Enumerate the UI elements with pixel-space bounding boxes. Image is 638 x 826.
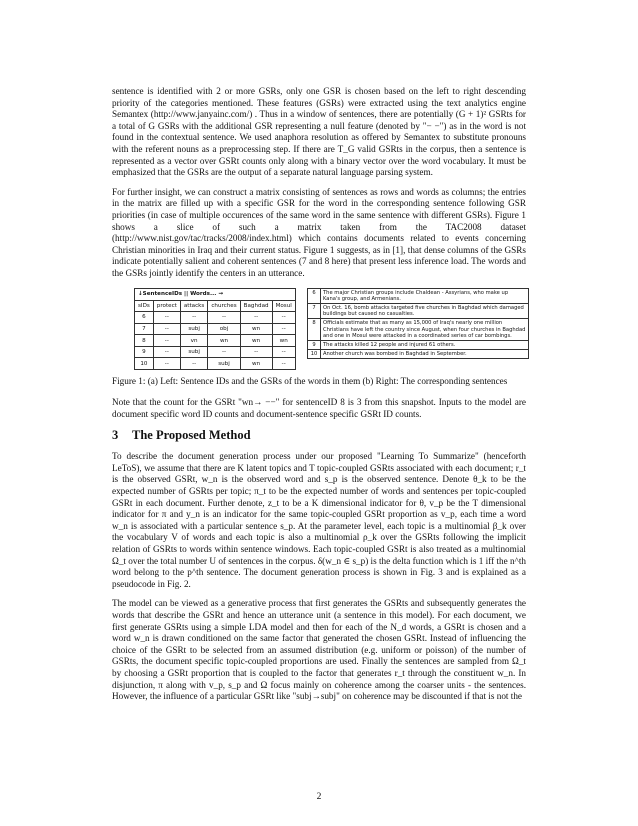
table-cell: -- [240,312,272,324]
table-cell: 10 [135,358,154,370]
table-cell: -- [272,323,295,335]
table-row [135,346,296,358]
section-heading [112,428,526,443]
page-body [112,86,526,711]
table-cell: -- [272,358,295,370]
table-row [308,350,529,359]
table-cell: vn [180,335,207,347]
column-header: Mosul [272,300,295,312]
gsr-table-column-row [135,300,296,312]
paragraph-generative-view: The model can be viewed as a generative process that first generates the GSRts and subsequently generates the words that describe the GSRt and hence an utterance unit (a sentence in this model). For each document, we first generate GSRts using a simple LDA model and then for each of the N_d words, a GSRt is chosen and a word w_n is drawn conditioned on the same factor that generated the chosen GSRt. Instead of influencing the choice of the GSRt to be selected from an assumed distribution (e.g. uniform or poisson) of the number of GSRts, the document specific topic-coupled proportions are used. Finally the sentences are sampled from Ω_t by choosing a GSRt proportion that is coupled to the factor that generates r_t through the constituent w_n. In disjunction, π along with v_p, s_p and Ω focus mainly on coherence among the coarser units - the sentences. However, the influence of a particular GSRt like "subj→subj" on coherence may be discounted if that is not the [112,598,526,702]
table-cell: subj [180,323,207,335]
table-row [308,340,529,349]
gsr-matrix-table [134,288,296,371]
sentence-id: 8 [308,319,321,341]
table-row [135,358,296,370]
table-cell: -- [153,335,180,347]
table-cell: 7 [135,323,154,335]
paragraph-matrix: For further insight, we can construct a matrix consisting of sentences as rows and words as columns; the entries in the matrix are filled up with a specific GSR for the word in the corresponding sentence following GSR priorities (in case of multiple occurences of the same word in the same sentence with different GSRs). Figure 1 shows a slice of such a matrix taken from the TAC2008 dataset (http://www.nist.gov/tac/tracks/2008/index.html) which contains documents related to events concerning Christian minorities in Iraq and their current status. Figure 1 suggests, as in [1], that dense columns of the GSRs indicate potentially salient and coherent sentences (7 and 8 here) that present less inference load. The words and the GSRs jointly identify the centers in an utterance. [112,186,526,278]
table-cell: -- [153,323,180,335]
column-header: sIDs [135,300,154,312]
table-cell: obj [208,323,240,335]
sentence-id: 7 [308,303,321,318]
sentence-id: 6 [308,288,321,303]
table-row [308,288,529,303]
table-row [308,303,529,318]
table-cell: -- [240,346,272,358]
table-cell: wn [240,335,272,347]
paragraph-gsrt-count: Note that the count for the GSRt "wn→ −−" for sentenceID 8 is 3 from this snapshot. Inputs to the model are document specific word ID counts and document-sentence specific GSRt ID counts. [112,397,526,419]
table-cell: 9 [135,346,154,358]
section-title: The Proposed Method [132,428,251,443]
column-header: churches [208,300,240,312]
column-header: attacks [180,300,207,312]
column-header: protect [153,300,180,312]
table-cell: wn [208,335,240,347]
table-cell: -- [180,312,207,324]
table-row [308,319,529,341]
table-cell: -- [208,346,240,358]
sentence-table [307,288,529,360]
table-cell: subj [208,358,240,370]
table-cell: 6 [135,312,154,324]
table-cell: 8 [135,335,154,347]
paragraph-generation-process: To describe the document generation process under our proposed "Learning To Summarize" (henceforth LeToS), we assume that there are K latent topics and T topic-coupled GSRts associated with each document; r_t is the observed GSRt, w_n is the observed word and s_p is the observed sentence. Denote θ_k to be the expected number of GSRts per topic; π_t to be the expected number of words and sentences per topic-coupled GSRt in each document. Further denote, z_t to be a K dimensional indicator for θ, v_p be the T dimensional indicator for π and y_n is an indicator for the same topic-coupled GSRt proportion as v_p, each time a word w_n is associated with a particular sentence s_p. At the parameter level, each topic is a multinomial β_k over the vocabulary V of words and each topic is also a multinomial ρ_k over the GSRts following the implicit relation of GSRts to words within sentence windows. Each topic-coupled GSRt is also treated as a multinomial Ω_t over the total number U of sentences in the corpus. δ(w_n ∈ s_p) is the delta function which is 1 iff the n^th word belong to the p^th sentence. The document generation process is shown in Fig. 3 and is explained as a pseudocode in Fig. 2. [112,451,527,589]
section-number: 3 [112,428,119,443]
table-cell: -- [153,358,180,370]
sentence-text: Officials estimate that as many as 15,000 of Iraq's nearly one million Christians have left the country since August, when four churches in Baghdad and one in Mosul were attacked in a coordinated series of car bombings. [321,319,529,341]
table-row [135,312,296,324]
table-cell: -- [153,346,180,358]
sentence-text: The major Christian groups include Chaldean - Assyrians, who make up Kana's group, and Armenians. [321,288,529,303]
sentence-text: The attacks killed 12 people and injured 61 others. [321,340,529,349]
table-cell: wn [272,335,295,347]
gsr-table-header: ↓SentenceIDs || Words... → [135,288,296,300]
table-cell: -- [272,346,295,358]
table-cell: -- [180,358,207,370]
table-cell: wn [240,323,272,335]
table-row [135,323,296,335]
sentence-text: On Oct. 16, bomb attacks targeted five churches in Baghdad which damaged buildings but caused no casualties. [321,303,529,318]
table-cell: wn [240,358,272,370]
sentence-id: 9 [308,340,321,349]
figure-caption: Figure 1: (a) Left: Sentence IDs and the GSRs of the words in them (b) Right: The corresponding sentences [112,375,508,386]
table-cell: -- [272,312,295,324]
table-cell: -- [153,312,180,324]
sentence-text: Another church was bombed in Baghdad in September. [321,350,529,359]
paragraph-gsr-intro: sentence is identified with 2 or more GSRs, only one GSR is chosen based on the left to right descending priority of the categories mentioned. These features (GSRs) were extracted using the text analytics engine Semantex (http://www.janyainc.com/) . Thus in a window of sentences, there are potentially (G + 1)² GSRts for a total of G GSRs with the additional GSR representing a null feature (denoted by "− −") as in the word is not found in the contextual sentence. We used anaphora resolution as offered by Semantex to substitute pronouns with the referent nouns as a preprocessing step. If there are T_G valid GSRts in the corpus, then a sentence is represented as a vector over GSRt counts only along with a binary vector over the word vocabulary. It must be emphasized that the GSRs are the output of a separate natural language parsing system. [112,86,526,178]
page-number: 2 [316,792,322,802]
figure-1 [112,288,526,370]
table-cell: subj [180,346,207,358]
column-header: Baghdad [240,300,272,312]
table-cell: -- [208,312,240,324]
sentence-id: 10 [308,350,321,359]
table-row [135,335,296,347]
